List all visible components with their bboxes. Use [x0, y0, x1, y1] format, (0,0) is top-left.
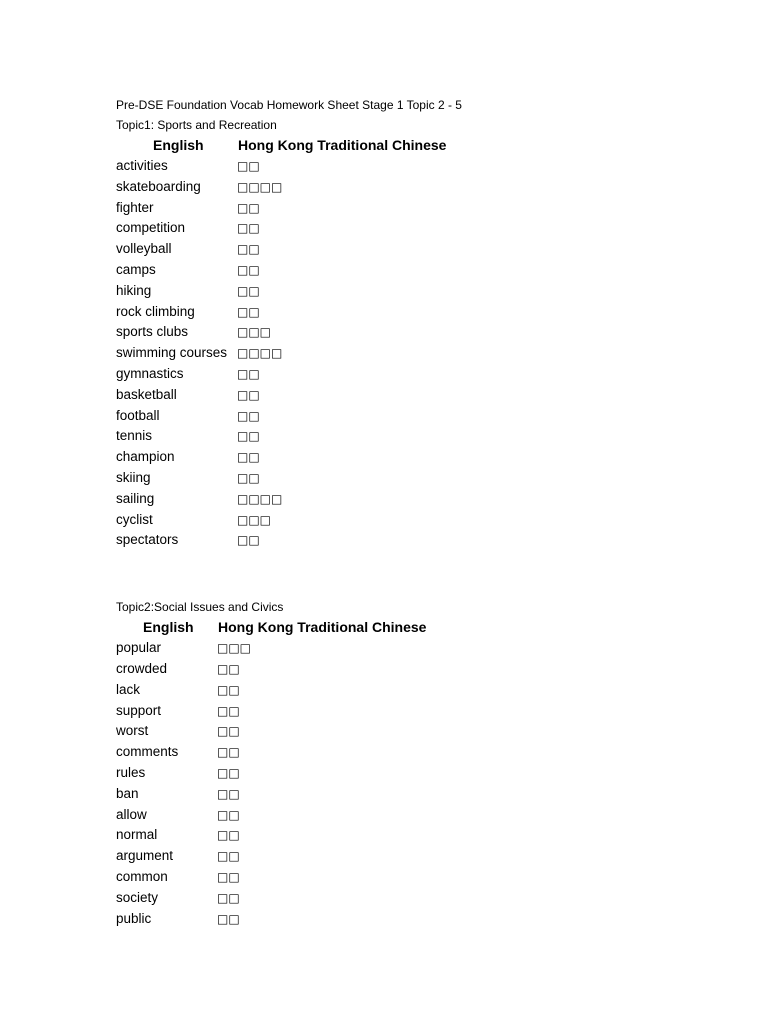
- document-title: Pre-DSE Foundation Vocab Homework Sheet Stage 1 Topic 2 - 5: [116, 98, 462, 112]
- english-word: rock climbing: [116, 303, 195, 319]
- english-word: gymnastics: [116, 365, 184, 381]
- chinese-translation: □□: [217, 703, 240, 718]
- chinese-translation: □□: [237, 429, 260, 444]
- vocab-row: [116, 846, 716, 867]
- chinese-translation: □□: [237, 366, 260, 381]
- english-word: public: [116, 910, 152, 926]
- header-chinese: Hong Kong Traditional Chinese: [218, 619, 427, 636]
- topic-section-sports: [116, 115, 716, 551]
- vocab-row: [116, 406, 716, 427]
- vocab-row: [116, 784, 716, 805]
- vocab-row: [116, 156, 716, 177]
- english-word: lack: [116, 681, 141, 697]
- header-english: English: [143, 619, 194, 636]
- vocab-row: [116, 638, 716, 659]
- vocab-row: [116, 364, 716, 385]
- chinese-translation: □□□: [237, 512, 272, 527]
- vocab-list: [116, 156, 716, 551]
- english-word: sailing: [116, 490, 155, 506]
- vocab-row: [116, 302, 716, 323]
- vocab-row: [116, 385, 716, 406]
- english-word: rules: [116, 764, 146, 780]
- vocab-row: [116, 489, 716, 510]
- topic-title: Topic1: Sports and Recreation: [116, 118, 277, 132]
- chinese-translation: □□: [217, 724, 240, 739]
- english-word: basketball: [116, 386, 177, 402]
- vocab-row: [116, 867, 716, 888]
- vocab-row: [116, 805, 716, 826]
- chinese-translation: □□: [217, 890, 240, 905]
- english-word: allow: [116, 806, 147, 822]
- english-word: argument: [116, 848, 174, 864]
- vocab-row: [116, 659, 716, 680]
- chinese-translation: □□: [217, 682, 240, 697]
- vocab-row: [116, 510, 716, 531]
- chinese-translation: □□: [217, 765, 240, 780]
- english-word: camps: [116, 261, 156, 277]
- chinese-translation: □□□□: [237, 179, 283, 194]
- english-word: comments: [116, 744, 179, 760]
- topic-section-social-issues: [116, 597, 716, 929]
- vocab-row: [116, 742, 716, 763]
- english-word: tennis: [116, 428, 153, 444]
- english-word: crowded: [116, 660, 168, 676]
- chinese-translation: □□: [217, 849, 240, 864]
- vocab-row: [116, 218, 716, 239]
- english-word: champion: [116, 449, 175, 465]
- chinese-translation: □□: [217, 661, 240, 676]
- chinese-translation: □□: [237, 283, 260, 298]
- header-english: English: [153, 137, 204, 153]
- chinese-translation: □□: [237, 159, 260, 173]
- vocab-row: [116, 888, 716, 909]
- chinese-translation: □□: [237, 408, 260, 423]
- vocab-row: [116, 468, 716, 489]
- english-word: sports clubs: [116, 324, 189, 340]
- chinese-translation: □□: [217, 911, 240, 926]
- english-word: volleyball: [116, 241, 172, 257]
- header-chinese: Hong Kong Traditional Chinese: [238, 137, 447, 153]
- vocab-row: [116, 530, 716, 551]
- chinese-translation: □□□□: [237, 346, 283, 361]
- chinese-translation: □□: [217, 869, 240, 884]
- chinese-translation: □□: [237, 200, 260, 215]
- vocab-row: [116, 680, 716, 701]
- english-word: fighter: [116, 199, 154, 215]
- chinese-translation: □□: [217, 786, 240, 801]
- chinese-translation: □□: [237, 242, 260, 257]
- vocab-row: [116, 281, 716, 302]
- english-word: society: [116, 889, 159, 905]
- vocab-row: [116, 721, 716, 742]
- vocab-row: [116, 825, 716, 846]
- english-word: competition: [116, 220, 186, 236]
- english-word: spectators: [116, 532, 179, 548]
- vocab-row: [116, 239, 716, 260]
- column-header-row: [116, 617, 716, 638]
- english-word: skateboarding: [116, 178, 201, 194]
- chinese-translation: □□: [217, 807, 240, 822]
- chinese-translation: □□□□: [237, 491, 283, 506]
- english-word: cyclist: [116, 511, 153, 527]
- chinese-translation: □□: [237, 387, 260, 402]
- vocab-row: [116, 763, 716, 784]
- english-word: support: [116, 702, 162, 718]
- chinese-translation: □□: [217, 745, 240, 760]
- vocab-row: [116, 322, 716, 343]
- chinese-translation: □□: [237, 450, 260, 465]
- vocab-row: [116, 701, 716, 722]
- chinese-translation: □□□: [217, 641, 252, 656]
- chinese-translation: □□: [237, 262, 260, 277]
- english-word: swimming courses: [116, 345, 228, 361]
- vocab-row: [116, 447, 716, 468]
- chinese-translation: □□: [237, 470, 260, 485]
- english-word: normal: [116, 827, 158, 843]
- worksheet-page: [116, 95, 716, 929]
- english-word: skiing: [116, 469, 151, 485]
- vocab-row: [116, 260, 716, 281]
- chinese-translation: □□: [217, 828, 240, 843]
- english-word: ban: [116, 785, 139, 801]
- vocab-row: [116, 343, 716, 364]
- english-word: hiking: [116, 282, 152, 298]
- vocab-row: [116, 198, 716, 219]
- chinese-translation: □□: [237, 304, 260, 319]
- english-word: activities: [116, 158, 168, 173]
- english-word: common: [116, 868, 168, 884]
- topic-title: Topic2:Social Issues and Civics: [116, 600, 284, 615]
- vocab-row: [116, 909, 716, 930]
- vocab-list: [116, 638, 716, 929]
- english-word: popular: [116, 640, 162, 656]
- chinese-translation: □□: [237, 533, 260, 548]
- chinese-translation: □□□: [237, 325, 272, 340]
- vocab-row: [116, 426, 716, 447]
- english-word: football: [116, 407, 160, 423]
- english-word: worst: [116, 723, 149, 739]
- column-header-row: [116, 135, 716, 156]
- vocab-row: [116, 177, 716, 198]
- chinese-translation: □□: [237, 221, 260, 236]
